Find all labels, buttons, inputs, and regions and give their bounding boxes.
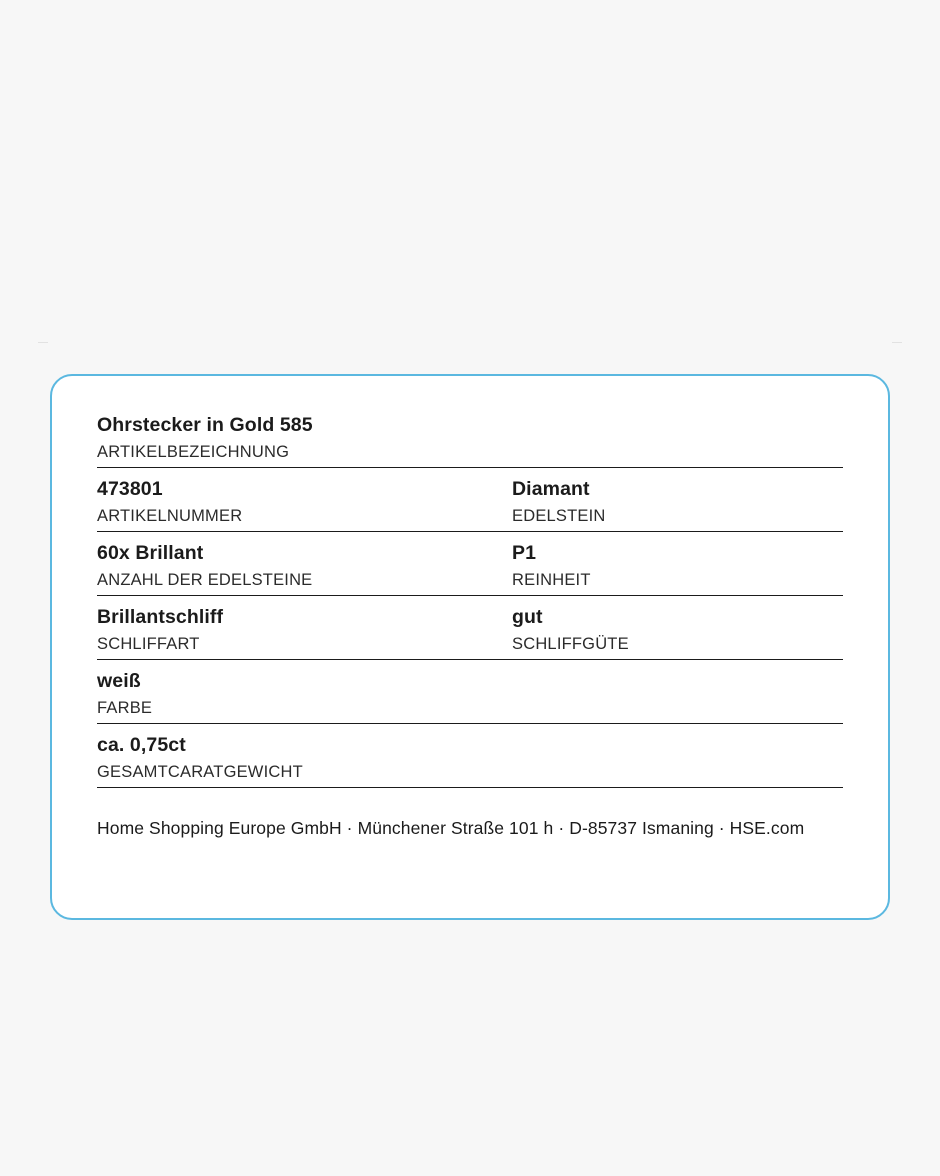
spec-label-cell-left: [97, 505, 512, 527]
article-name-label: ARTIKELBEZEICHNUNG: [97, 443, 290, 461]
article-name-value: Ohrstecker in Gold 585: [97, 414, 313, 436]
cut-grade-label: SCHLIFFGÜTE: [512, 635, 629, 653]
color-label: FARBE: [97, 699, 153, 717]
spec-row-labels: [97, 504, 843, 532]
color-value: weiß: [97, 670, 141, 692]
spec-value-cell: [97, 732, 843, 758]
spec-row-values: [97, 604, 843, 632]
spec-row-stone-count: [97, 540, 843, 596]
spec-row-color: [97, 668, 843, 724]
company-footer: Home Shopping Europe GmbH · Münchener Straße 101 h · D-85737 Ismaning · HSE.com: [97, 818, 805, 838]
gemstone-value: Diamant: [512, 478, 590, 500]
spec-label-cell: [97, 761, 843, 783]
spec-row-labels: [97, 632, 843, 660]
card-content: [97, 412, 843, 840]
cut-grade-value: gut: [512, 606, 543, 628]
spec-value-cell-right: [512, 476, 843, 502]
right-edge-tick: [892, 342, 902, 343]
stone-count-value: 60x Brillant: [97, 542, 204, 564]
spec-row-article-name: [97, 412, 843, 468]
spec-row-values: [97, 732, 843, 760]
spec-label-cell-right: [512, 633, 843, 655]
gemstone-label: EDELSTEIN: [512, 507, 606, 525]
spec-label-cell-left: [97, 569, 512, 591]
clarity-value: P1: [512, 542, 537, 564]
product-certificate-card: [50, 374, 890, 920]
spec-label-cell: [97, 441, 843, 463]
article-number-value: 473801: [97, 478, 163, 500]
spec-row-values: [97, 540, 843, 568]
spec-value-cell: [97, 668, 843, 694]
spec-row-cut-type: [97, 604, 843, 660]
spec-row-values: [97, 412, 843, 440]
spec-row-labels: [97, 440, 843, 468]
cut-type-value: Brillantschliff: [97, 606, 224, 628]
spec-label-cell: [97, 697, 843, 719]
spec-value-cell: [97, 412, 843, 438]
stone-count-label: ANZAHL DER EDELSTEINE: [97, 571, 313, 589]
clarity-label: REINHEIT: [512, 571, 591, 589]
spec-row-values: [97, 476, 843, 504]
total-carat-label: GESAMTCARATGEWICHT: [97, 763, 303, 781]
article-number-label: ARTIKELNUMMER: [97, 507, 243, 525]
spec-label-cell-left: [97, 633, 512, 655]
spec-label-cell-right: [512, 569, 843, 591]
spec-value-cell-left: [97, 540, 512, 566]
left-edge-tick: [38, 342, 48, 343]
spec-row-total-carat: [97, 732, 843, 788]
spec-value-cell-left: [97, 604, 512, 630]
spec-row-labels: [97, 760, 843, 788]
spec-row-labels: [97, 696, 843, 724]
spec-row-article-number: [97, 476, 843, 532]
spec-label-cell-right: [512, 505, 843, 527]
total-carat-value: ca. 0,75ct: [97, 734, 186, 756]
spec-value-cell-right: [512, 604, 843, 630]
spec-value-cell-left: [97, 476, 512, 502]
spec-row-values: [97, 668, 843, 696]
spec-row-labels: [97, 568, 843, 596]
spec-value-cell-right: [512, 540, 843, 566]
cut-type-label: SCHLIFFART: [97, 635, 200, 653]
